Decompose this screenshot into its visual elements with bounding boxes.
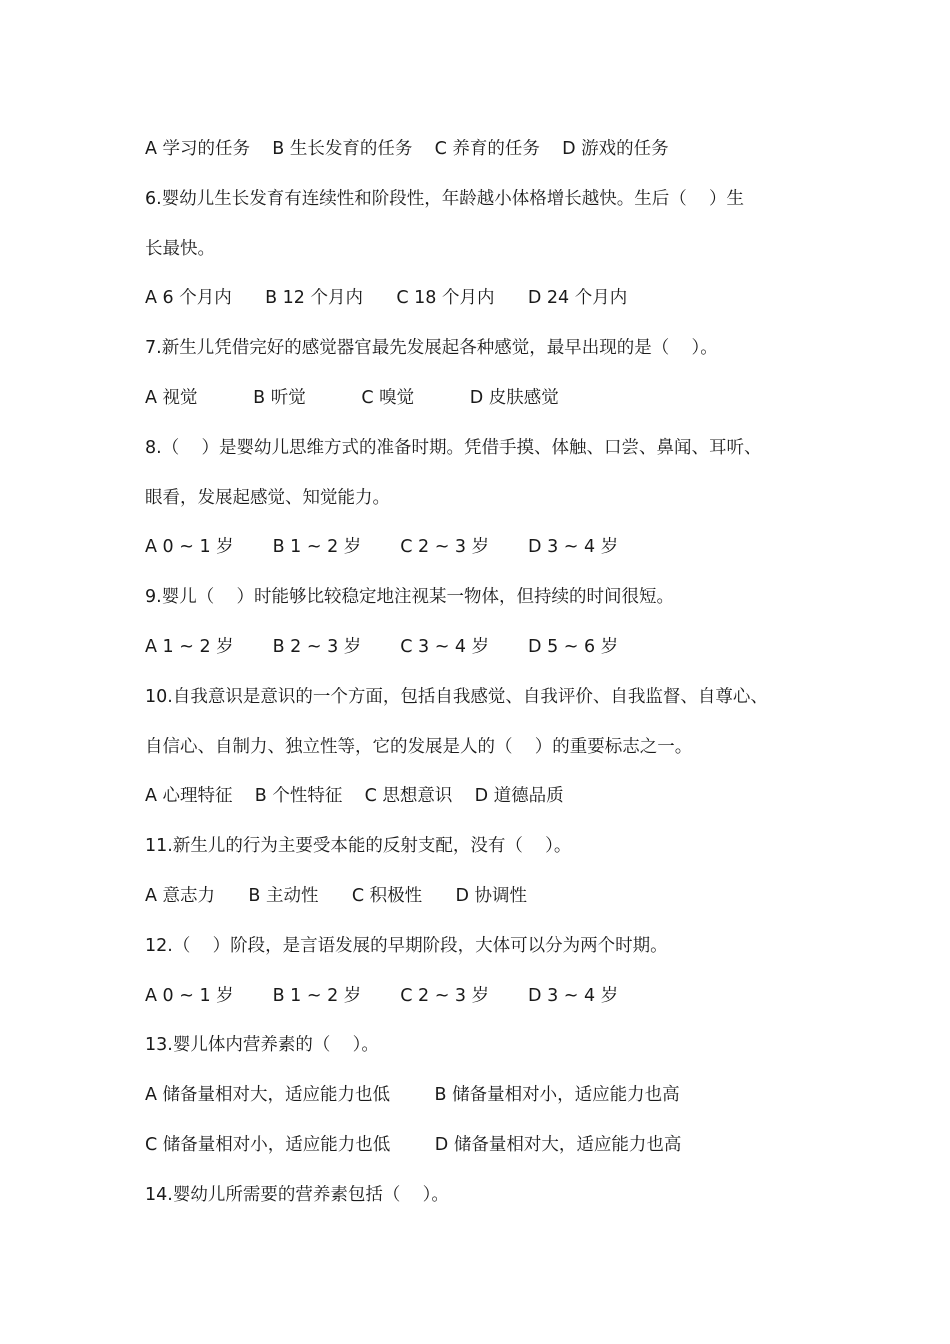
q13-stem: 13.婴儿体内营养素的（ ）。 (145, 1035, 379, 1056)
q10-stem-line-1: 10.自我意识是意识的一个方面，包括自我感觉、自我评价、自我监督、自尊心、 (145, 686, 768, 707)
q10-stem-line-2: 自信心、自制力、独立性等，它的发展是人的（ ）的重要标志之一。 (145, 736, 693, 757)
q7-options: A 视觉 B 听觉 C 嗅觉 D 皮肤感觉 (145, 387, 559, 408)
q5-options: A 学习的任务 B 生长发育的任务 C 养育的任务 D 游戏的任务 (145, 139, 669, 159)
q9-options: A 1 ~ 2 岁 B 2 ~ 3 岁 C 3 ~ 4 岁 D 5 ~ 6 岁 (145, 636, 619, 657)
q13-options-line-2: C 储备量相对小，适应能力也低 D 储备量相对大，适应能力也高 (145, 1134, 682, 1155)
q6-stem-line-2: 长最快。 (145, 238, 215, 259)
q7-stem: 7.新生儿凭借完好的感觉器官最先发展起各种感觉，最早出现的是（ ）。 (145, 338, 718, 359)
question-text-block (145, 125, 835, 1221)
q12-options: A 0 ~ 1 岁 B 1 ~ 2 岁 C 2 ~ 3 岁 D 3 ~ 4 岁 (145, 985, 619, 1006)
q8-options: A 0 ~ 1 岁 B 1 ~ 2 岁 C 2 ~ 3 岁 D 3 ~ 4 岁 (145, 537, 619, 558)
q13-options-line-1: A 储备量相对大，适应能力也低 B 储备量相对小，适应能力也高 (145, 1085, 680, 1106)
q14-stem: 14.婴幼儿所需要的营养素包括（ ）。 (145, 1184, 449, 1205)
q9-stem: 9.婴儿（ ）时能够比较稳定地注视某一物体，但持续的时间很短。 (145, 587, 674, 608)
q10-options: A 心理特征 B 个性特征 C 思想意识 D 道德品质 (145, 786, 564, 807)
q11-stem: 11.新生儿的行为主要受本能的反射支配，没有（ ）。 (145, 836, 572, 857)
q12-stem: 12.（ ）阶段，是言语发展的早期阶段，大体可以分为两个时期。 (145, 935, 668, 956)
q8-stem-line-2: 眼看，发展起感觉、知觉能力。 (145, 487, 390, 508)
q8-stem-line-1: 8.（ ）是婴幼儿思维方式的准备时期。凭借手摸、体触、口尝、鼻闻、耳听、 (145, 437, 762, 458)
q6-stem-line-1: 6.婴幼儿生长发育有连续性和阶段性，年龄越小体格增长越快。生后（ ）生 (145, 188, 744, 209)
q6-options: A 6 个月内 B 12 个月内 C 18 个月内 D 24 个月内 (145, 288, 628, 309)
q11-options: A 意志力 B 主动性 C 积极性 D 协调性 (145, 885, 528, 906)
